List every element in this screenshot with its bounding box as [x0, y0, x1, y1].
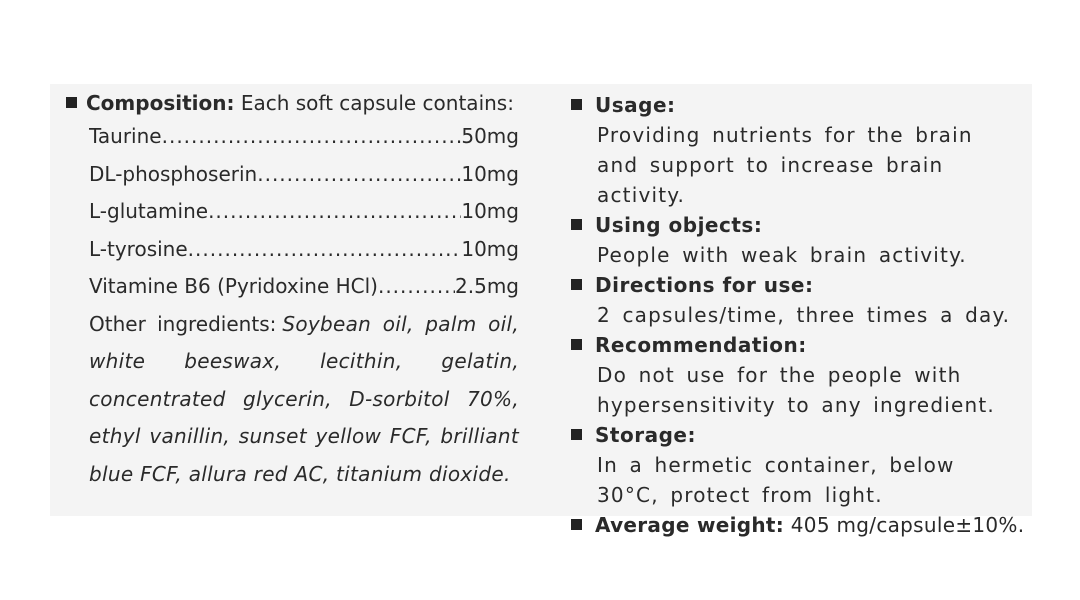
composition-column [66, 88, 526, 493]
other-ingredients-label: Other ingredients: [89, 311, 277, 336]
section-title: Storage: [595, 423, 696, 447]
composition-subtitle: Each soft capsule contains: [240, 91, 514, 115]
leader-dots [208, 193, 461, 231]
section-title: Usage: [595, 93, 676, 117]
ingredient-name: L-glutamine [89, 199, 209, 223]
other-ingredients [89, 306, 519, 494]
section-heading [571, 420, 1011, 450]
section-text: Providing nutrients for the brain and support to increase brain activity. [597, 123, 973, 207]
square-bullet-icon [571, 219, 582, 230]
leader-dots [378, 268, 455, 306]
leader-dots [162, 118, 462, 156]
composition-title: Composition: [86, 91, 235, 115]
section-title: Using objects: [595, 213, 763, 237]
ingredient-amount: 10mg [461, 199, 519, 223]
ingredient-amount: 10mg [461, 161, 519, 186]
ingredient-name: Taurine [89, 124, 162, 148]
ingredient-amount: 2.5mg [455, 274, 519, 298]
ingredient-row [89, 268, 519, 306]
ingredient-row [89, 231, 519, 269]
square-bullet-icon [571, 519, 582, 530]
using-objects-section [571, 210, 1011, 270]
leader-dots [257, 156, 461, 194]
average-weight-label: Average weight: [595, 513, 785, 537]
square-bullet-icon [571, 279, 582, 290]
section-title: Directions for use: [595, 273, 814, 297]
ingredient-row [89, 118, 519, 156]
leader-dots [188, 231, 462, 269]
storage-section [571, 420, 1011, 510]
section-text: Do not use for the people with hypersensitivity to any ingredient. [597, 363, 995, 417]
ingredient-row [89, 156, 519, 194]
directions-section [571, 270, 1011, 330]
average-weight-value: 405 mg/capsule±10%. [790, 513, 1025, 537]
section-text: 2 capsules/time, three times a day. [597, 303, 1011, 327]
usage-section [571, 90, 1011, 210]
square-bullet-icon [571, 429, 582, 440]
ingredient-name: L-tyrosine [89, 236, 188, 261]
other-ingredients-text: Soybean oil, palm oil, white beeswax, lecithin, gelatin, concentrated glycerin, D-sorbitol 70%, ethyl vanillin, sunset yellow FCF, brilliant blue FCF, allura red AC, titanium dioxide. [89, 311, 519, 486]
section-text: People with weak brain activity. [597, 243, 967, 267]
ingredient-row [89, 193, 519, 231]
square-bullet-icon [571, 99, 582, 110]
ingredient-name: DL-phosphoserin [89, 161, 258, 186]
square-bullet-icon [571, 339, 582, 350]
ingredient-name: Vitamine B6 (Pyridoxine HCl) [89, 274, 378, 298]
recommendation-section [571, 330, 1011, 420]
section-heading [571, 330, 1011, 360]
average-weight [571, 510, 1025, 540]
section-heading [571, 270, 1011, 300]
section-heading [571, 210, 1011, 240]
square-bullet-icon [66, 97, 77, 108]
composition-heading [66, 88, 526, 118]
section-title: Recommendation: [595, 333, 807, 357]
section-text: In a hermetic container, below 30°C, protect from light. [597, 453, 955, 507]
section-heading [571, 90, 1011, 120]
ingredient-amount: 50mg [461, 124, 519, 148]
info-column [571, 90, 1025, 540]
ingredient-amount: 10mg [461, 236, 519, 261]
